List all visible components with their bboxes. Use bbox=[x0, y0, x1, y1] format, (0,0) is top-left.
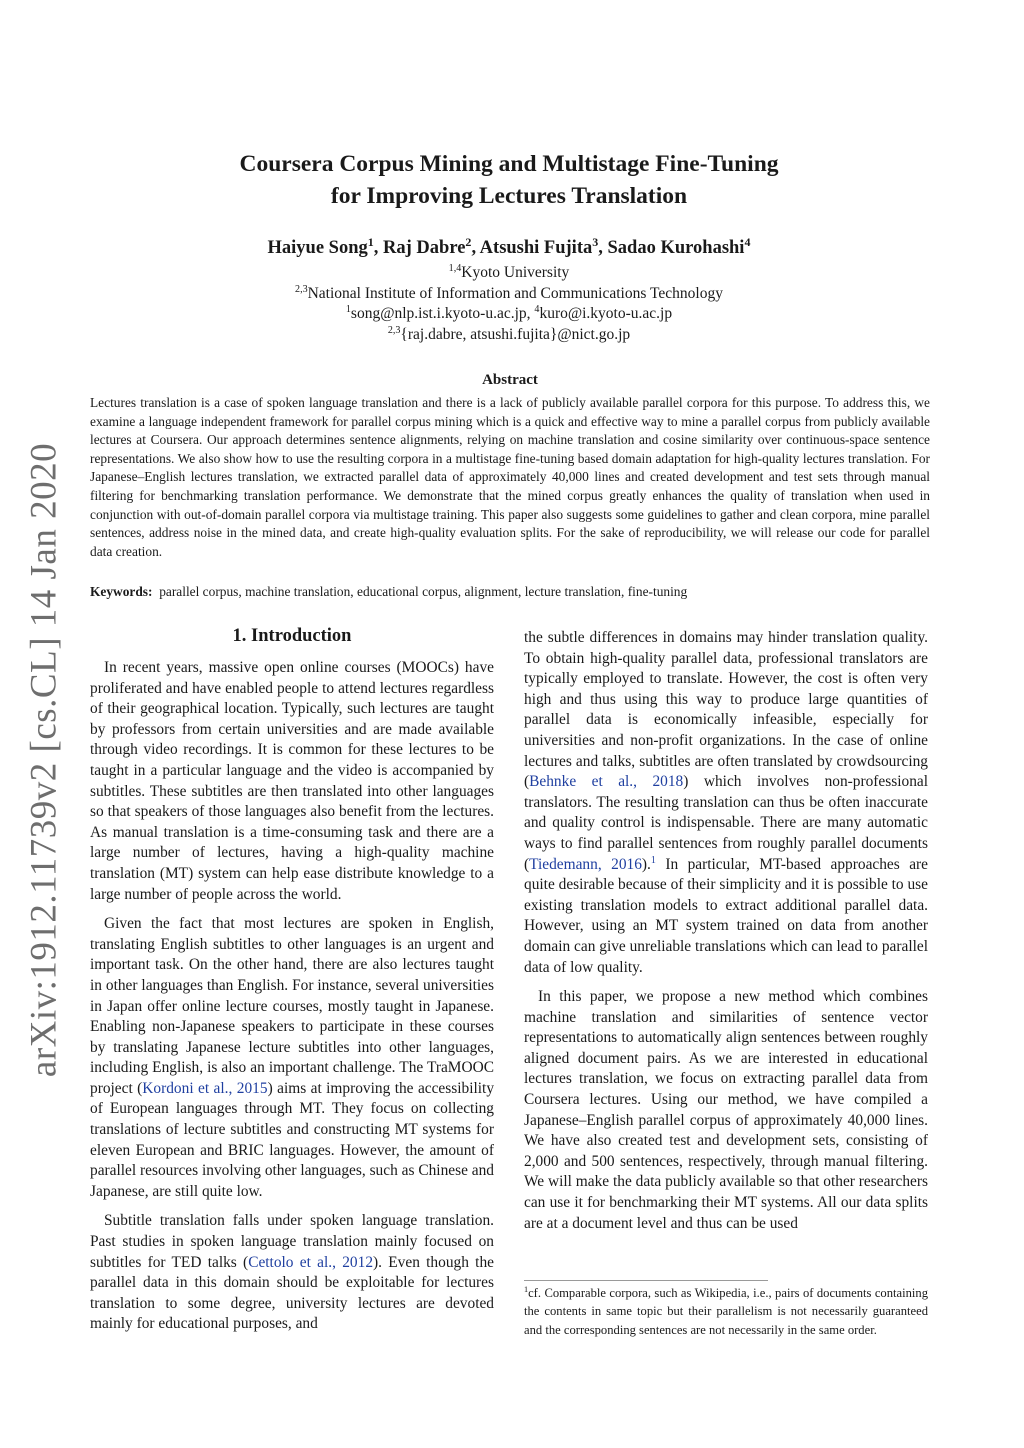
paragraph: Subtitle translation falls under spoken language translation. Past studies in spoken language translation mainly focused on subtitles for TED talks (Cettolo et al., 2012). Even though the parallel data in this domain should be exploitable for lectures translation to some degree, university lectures are devoted mainly for educational purposes, and bbox=[90, 1212, 494, 1333]
title-line-2: for Improving Lectures Translation bbox=[330, 183, 688, 209]
affiliations bbox=[200, 263, 818, 345]
abstract-text: Lectures translation is a case of spoken language translation and there is a lack of publicly available parallel corpora for this purpose. To address this, we examine a language independent framework for parallel corpus mining which is a quick and effective way to mine a parallel corpus from publicly available lectures at Coursera. Our approach determines sentence alignments, relying on machine translation and cosine similarity over continuous-space sentence representations. We also show how to use the resulting corpora in a multistage fine-tuning based domain adaptation for high-quality lectures translation. For Japanese–English lectures translation, we extracted parallel data of approximately 40,000 lines and created development and test sets through manual filtering for benchmarking translation performance. We demonstrate that the mined corpus greatly enhances the quality of translation when used in conjunction with out-of-domain parallel corpora via multistage training. This paper also suggests some guidelines to gather and clean corpora, mine parallel sentences, address noise in the mined data, and create high-quality evaluation splits. For the sake of reproducibility, we will release our code for parallel data creation. bbox=[90, 395, 930, 559]
author-sup: 1 bbox=[367, 234, 374, 249]
keywords bbox=[90, 583, 930, 602]
author: Haiyue Song bbox=[267, 238, 368, 258]
right-column bbox=[524, 628, 928, 1234]
email-line: $^1$song@nlp.ist.i.kyoto-u.ac.jp, $^4$kuro@i.kyoto-u.ac.jp bbox=[345, 303, 673, 322]
footnote bbox=[524, 1284, 928, 1339]
author: Sadao Kurohashi bbox=[607, 238, 745, 258]
paragraph: In recent years, massive open online courses (MOOCs) have proliferated and have enabled people to attend lectures regardless of their geographical location. Typically, such lectures are taught by professors from certain universities and are made available through video recordings. It is common for these lectures to be taught in a particular language and the video is accompanied by subtitles. These subtitles are then translated into other languages so that speakers of those languages also benefit from the lectures. As manual translation is a time-consuming task and there are a large number of lectures, having a high-quality machine translation (MT) system can help ease distribute knowledge to a large number of people across the world. bbox=[90, 659, 494, 903]
footnote-number: 1 bbox=[524, 1284, 529, 1294]
paragraph: In this paper, we propose a new method which combines machine translation and similarities of sentence vector representations to automatically align sentences between roughly aligned document pairs. As we are interested in educational lectures translation, we focus on extracting parallel data from Coursera lectures. Using our method, we have compiled a Japanese–English parallel corpus of approximately 40,000 lines. We have also created test and development sets, consisting of 2,000 and 500 sentences, respectively, through manual filtering. We will make the data publicly available so that other researchers can use it for benchmarking their MT systems. All our data splits are at a document level and thus can be used bbox=[524, 988, 928, 1232]
title-line-1: Coursera Corpus Mining and Multistage Fine-Tuning bbox=[239, 151, 779, 177]
paper-title bbox=[200, 148, 818, 212]
paragraph: the subtle differences in domains may hinder translation quality. To obtain high-quality parallel data, professional translators are typically employed to translate. However, the cost is often very high and thus using this way to produce large quantities of parallel data is economically infeasible, especially for universities and non-profit organizations. In the case of online lectures and talks, subtitles are often translated by crowdsourcing (Behnke et al., 2018) which involves non-professional translators. The resulting translation can thus be often inaccurate and quality control is indispensable. There are many automatic ways to find parallel sentences from roughly parallel documents (Tiedemann, 2016).$^1$ In particular, MT-based approaches are quite desirable because of their simplicity and it is possible to use existing translation models to extract additional parallel data. However, using an MT system trained on data from another domain can give unreliable translations which can lead to parallel data of low quality. bbox=[524, 629, 929, 976]
affiliation-line: $^{1,4}$Kyoto University bbox=[448, 262, 570, 281]
email-line: $^{2,3}${raj.dabre, atsushi.fujita}@nict.go.jp bbox=[387, 324, 631, 343]
author-sup: 2 bbox=[465, 234, 472, 249]
author: Atsushi Fujita bbox=[479, 238, 593, 258]
author-sup: 4 bbox=[744, 234, 751, 249]
citation-link[interactable]: Kordoni et al., 2015 bbox=[142, 1079, 268, 1097]
author-sup: 3 bbox=[592, 234, 599, 249]
abstract-heading: Abstract bbox=[482, 372, 538, 388]
left-column bbox=[90, 658, 494, 1335]
citation-link[interactable]: Tiedemann, 2016 bbox=[529, 855, 642, 873]
affiliation-line: $^{2,3}$National Institute of Information and Communications Technology bbox=[295, 283, 723, 302]
arxiv-id: arXiv:1912.11739v2 [cs.CL] 14 Jan 2020 bbox=[23, 442, 65, 1078]
footnote-text: cf. Comparable corpora, such as Wikipedia, i.e., pairs of documents containing the contents in same topic but their parallelism is not necessarily guaranteed and the corresponding sentences are not necessarily in the same order. bbox=[524, 1286, 928, 1337]
footnote-mark[interactable]: 1 bbox=[650, 854, 656, 866]
section-heading: 1. Introduction bbox=[232, 626, 352, 646]
author-list: Haiyue Song$^1$, Raj Dabre$^2$, Atsushi Fujita$^3$, Sadao Kurohashi$^4$ bbox=[267, 234, 751, 258]
paragraph: Given the fact that most lectures are spoken in English, translating English subtitles to other languages is an urgent and important task. On the other hand, there are also lectures taught in other languages than English. For instance, several universities in Japan offer online lecture courses, mostly taught in Japanese. Enabling non-Japanese speakers to participate in these courses by translating Japanese lecture subtitles into other languages, including English, is also an important challenge. The TraMOOC project (Kordoni et al., 2015) aims at improving the accessibility of European languages through MT. They focus on collecting translations of lecture subtitles and constructing MT systems for eleven European and BRIC languages. However, the amount of parallel resources involving other languages, such as Chinese and Japanese, are still quite low. bbox=[90, 915, 495, 1200]
author: Raj Dabre bbox=[383, 238, 466, 258]
citation-link[interactable]: Behnke et al., 2018 bbox=[529, 773, 684, 791]
citation-link[interactable]: Cettolo et al., 2012 bbox=[248, 1253, 374, 1271]
keywords-text: parallel corpus, machine translation, educational corpus, alignment, lecture translation, fine-tuning bbox=[159, 584, 688, 599]
footnote-divider bbox=[524, 1280, 768, 1281]
keywords-label: Keywords: bbox=[90, 584, 153, 599]
